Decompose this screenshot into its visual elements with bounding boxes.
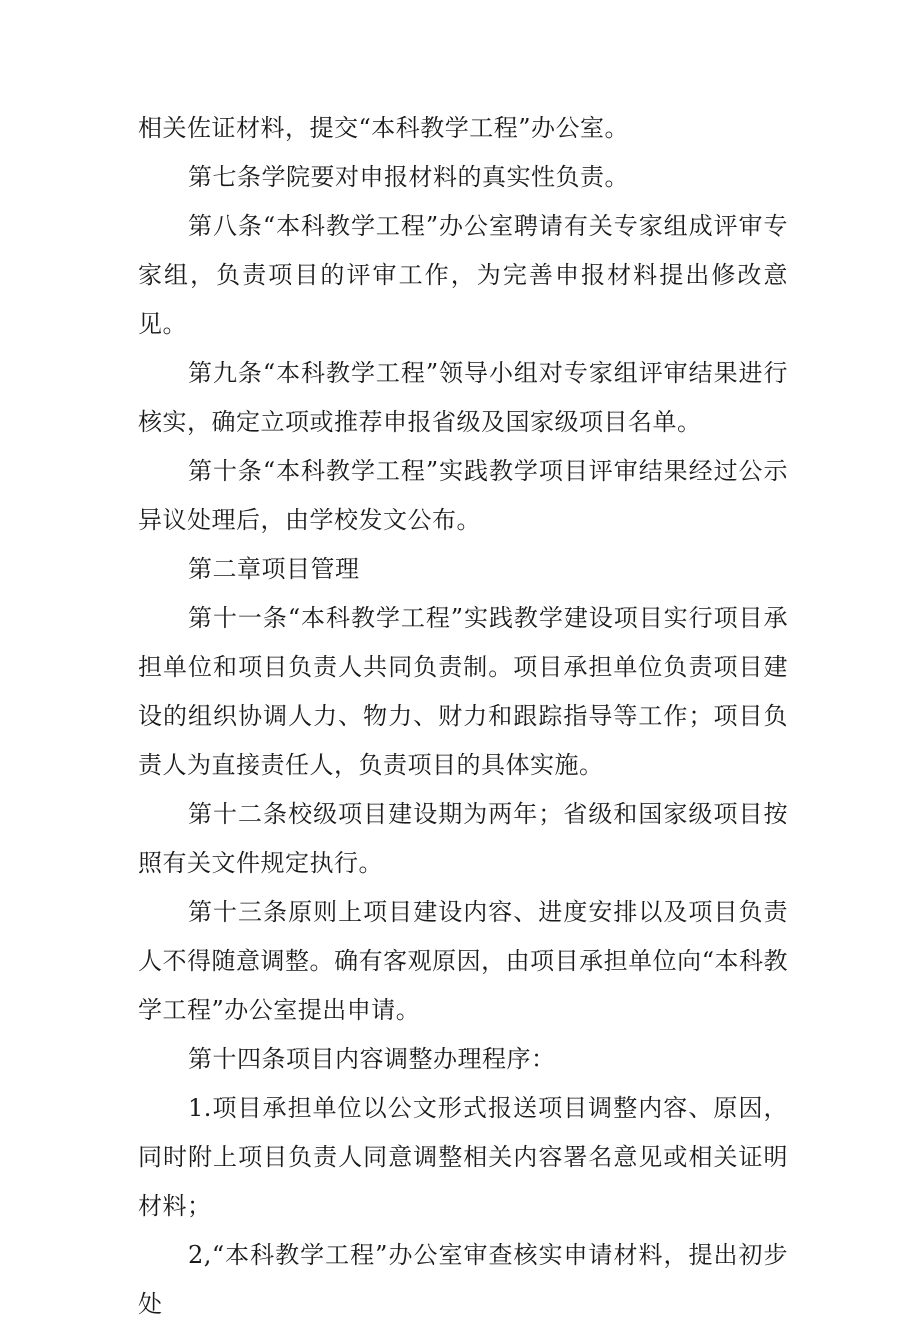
paragraph-article-12: 第十二条校级项目建设期为两年；省级和国家级项目按照有关文件规定执行。 — [138, 800, 788, 877]
paragraph-article-8: 第八条“本科教学工程”办公室聘请有关专家组成评审专家组，负责项目的评审工作，为完善申报材料提出修改意见。 — [138, 212, 788, 338]
paragraph-article-9: 第九条“本科教学工程”领导小组对专家组评审结果进行核实，确定立项或推荐申报省级及国家级项目名单。 — [138, 359, 788, 436]
list-item-1: 1.项目承担单位以公文形式报送项目调整内容、原因，同时附上项目负责人同意调整相关内容署名意见或相关证明材料； — [138, 1094, 788, 1220]
document-body — [138, 104, 788, 1329]
list-item-2: 2,“本科教学工程”办公室审查核实申请材料，提出初步处 — [138, 1241, 788, 1318]
paragraph-article-11: 第十一条“本科教学工程”实践教学建设项目实行项目承担单位和项目负责人共同负责制。项目承担单位负责项目建设的组织协调人力、物力、财力和跟踪指导等工作；项目负责人为直接责任人，负责项目的具体实施。 — [138, 604, 788, 779]
chapter-heading: 第二章项目管理 — [188, 555, 360, 583]
paragraph-article-14: 第十四条项目内容调整办理程序： — [188, 1045, 556, 1073]
paragraph-article-10: 第十条“本科教学工程”实践教学项目评审结果经过公示异议处理后，由学校发文公布。 — [138, 457, 788, 534]
paragraph-article-7: 第七条学院要对申报材料的真实性负责。 — [188, 163, 629, 191]
paragraph-article-13: 第十三条原则上项目建设内容、进度安排以及项目负责人不得随意调整。确有客观原因，由项目承担单位向“本科教学工程”办公室提出申请。 — [138, 898, 788, 1024]
paragraph-continuation: 相关佐证材料，提交“本科教学工程”办公室。 — [138, 114, 630, 142]
